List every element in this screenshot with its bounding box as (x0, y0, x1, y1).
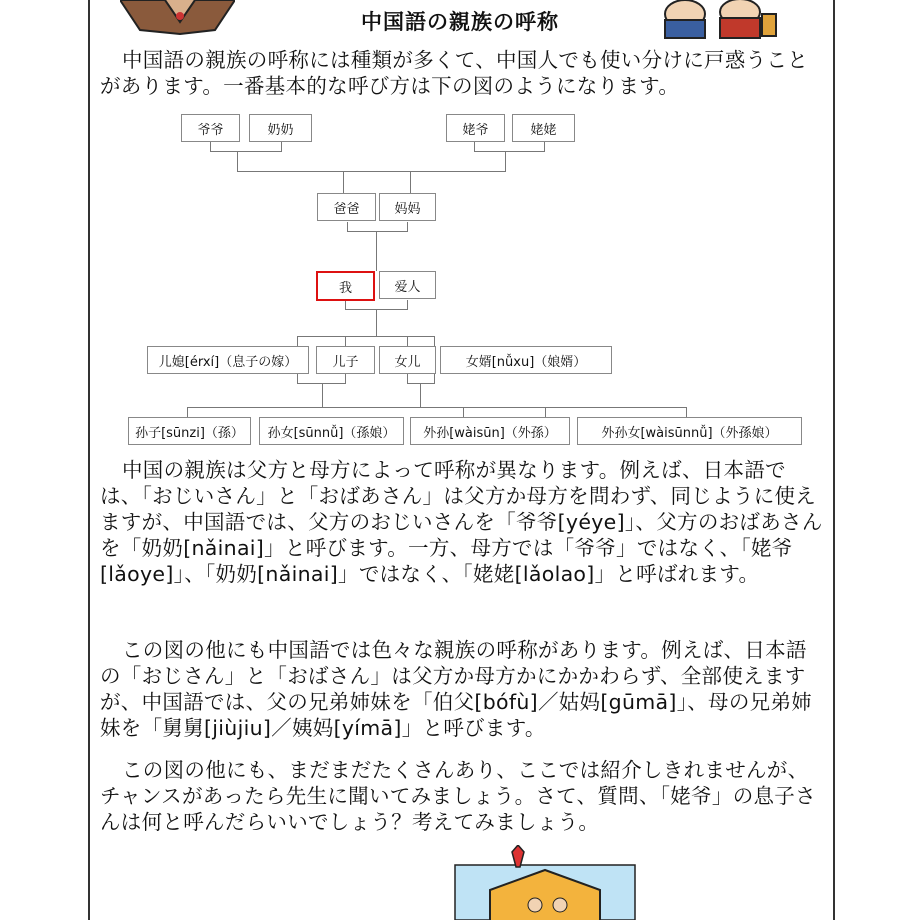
node-grandpa-maternal: 姥爷 (446, 114, 505, 142)
node-granddaughter: 孙女[sūnnǚ]（孫娘） (259, 417, 404, 445)
paragraph-intro: 中国語の親族の呼称には種類が多くて、中国人でも使い分けに戸惑うことがあります。一番基本的な呼び方は下の図のようになります。 (100, 48, 808, 98)
paragraph-paternal-maternal: 中国の親族は父方と母方によって呼称が異なります。例えば、日本語では、「おじいさん」と「おばあさん」は父方か母方を問わず、同じように使えますが、中国語では、父方のおじいさんを「爷爷[yéye]」、父方のおばあさんを「奶奶[nǎinai]」と呼びます。一方、母方では「爷爷」ではなく、「姥爷[lǎoye]」、「奶奶[nǎinai]」ではなく、「姥姥[lǎolao]」と呼ばれます。 (100, 458, 823, 586)
node-grandpa-paternal: 爷爷 (181, 114, 240, 142)
node-father: 爸爸 (317, 193, 376, 221)
node-grandson-maternal: 外孙[wàisūn]（外孫） (410, 417, 570, 445)
node-mother: 妈妈 (379, 193, 436, 221)
node-daughter: 女儿 (379, 346, 436, 374)
node-me: 我 (316, 271, 375, 301)
node-grandma-paternal: 奶奶 (249, 114, 312, 142)
node-spouse: 爱人 (379, 271, 436, 299)
node-son-in-law: 女婿[nǚxu]（娘婿） (440, 346, 612, 374)
node-grandson: 孙子[sūnzi]（孫） (128, 417, 251, 445)
node-granddaughter-maternal: 外孙女[wàisūnnǚ]（外孫娘） (577, 417, 802, 445)
node-grandma-maternal: 姥姥 (512, 114, 575, 142)
node-son: 儿子 (316, 346, 375, 374)
page-title: 中国語の親族の呼称 (361, 10, 559, 34)
paragraph-other-relatives: この図の他にも中国語では色々な親族の呼称があります。例えば、日本語の「おじさん」と「おばさん」は父方か母方かにかかわらず、全部使えますが、中国語では、父の兄弟姉妹を「伯父[bófù]／姑妈[gūmā]」、母の兄弟姉妹を「舅舅[jiùjiu]／姨妈[yímā]」と呼びます。 (100, 638, 813, 740)
node-daughter-in-law: 儿媳[érxí]（息子の嫁） (147, 346, 309, 374)
paragraph-question: この図の他にも、まだまだたくさんあり、ここでは紹介しきれませんが、チャンスがあったら先生に聞いてみましょう。さて、質問、「姥爷」の息子さんは何と呼んだらいいでしょう？考えてみましょう。 (100, 758, 816, 834)
